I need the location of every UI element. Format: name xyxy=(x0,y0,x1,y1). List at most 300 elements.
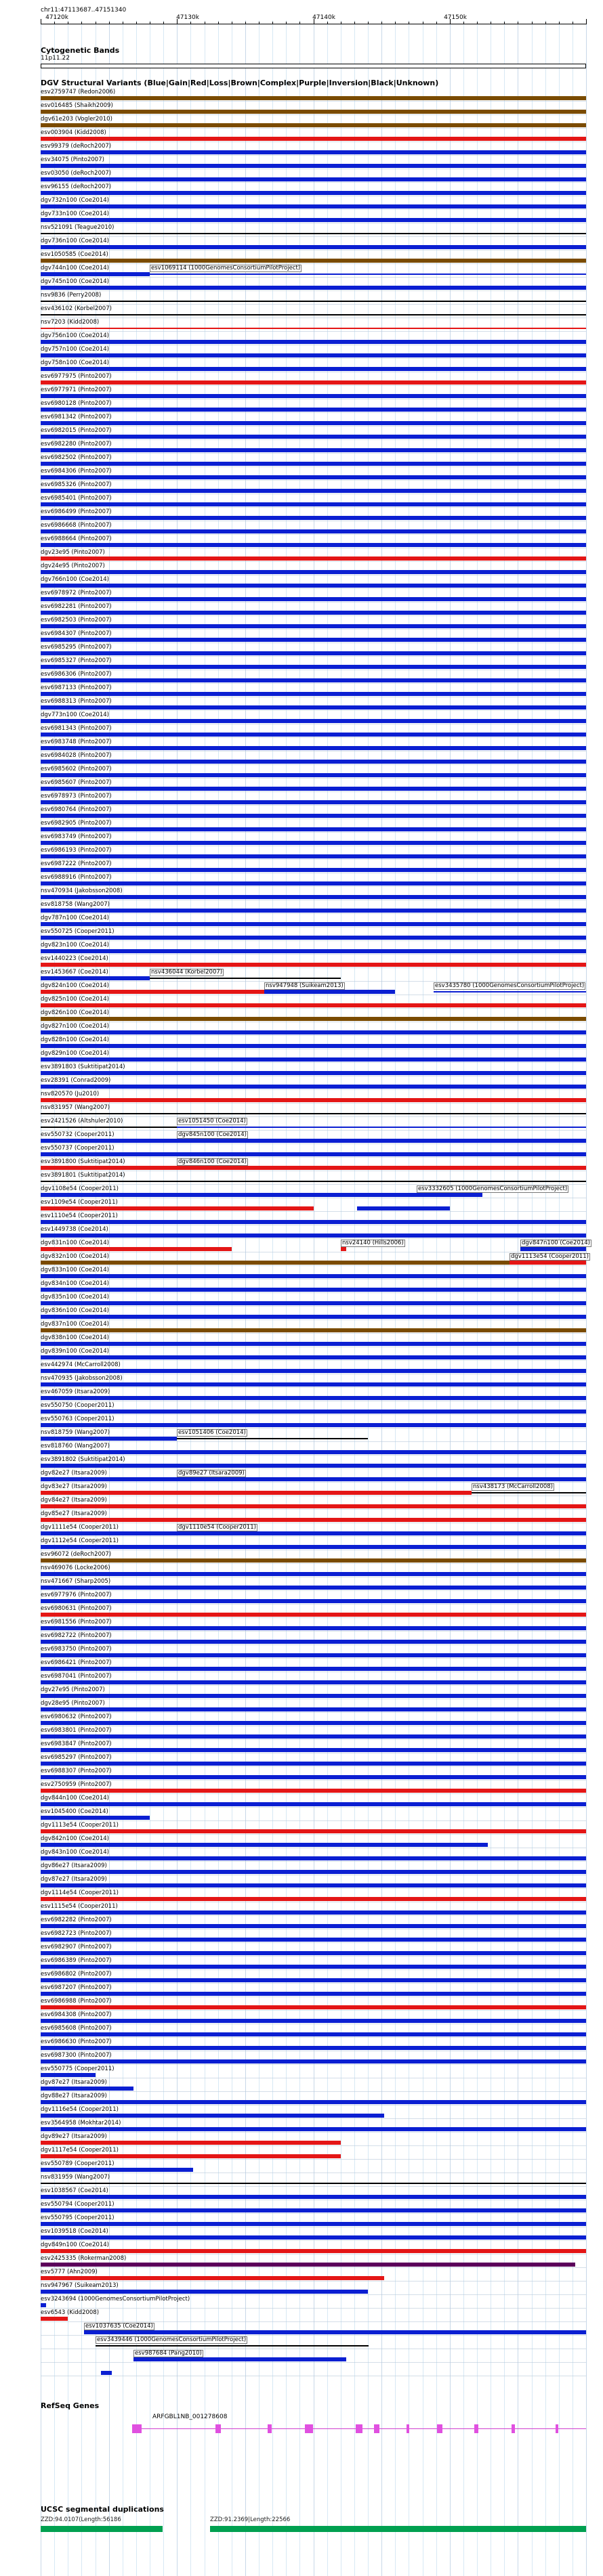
dgv-feature[interactable] xyxy=(41,968,150,982)
dgv-feature[interactable] xyxy=(41,2078,133,2092)
dgv-feature-bar[interactable] xyxy=(41,1044,586,1048)
dgv-feature[interactable] xyxy=(41,1388,586,1401)
dgv-feature[interactable] xyxy=(41,1550,586,1564)
dgv-feature-bar[interactable] xyxy=(41,516,586,520)
segdup-track[interactable] xyxy=(41,2515,586,2549)
dgv-feature-label[interactable]: esv6983748 (Pinto2007) xyxy=(41,739,112,745)
dgv-feature-bar[interactable] xyxy=(41,137,586,141)
dgv-feature-label[interactable]: dgv23e95 (Pinto2007) xyxy=(41,549,105,556)
dgv-feature-label[interactable]: esv6987041 (Pinto2007) xyxy=(41,1673,112,1680)
dgv-feature-bar[interactable] xyxy=(41,1843,488,1847)
dgv-feature-bar[interactable] xyxy=(41,2183,586,2184)
dgv-feature-label[interactable]: esv6983750 (Pinto2007) xyxy=(41,1646,112,1653)
dgv-feature[interactable] xyxy=(177,1117,586,1131)
dgv-feature-bar[interactable] xyxy=(41,2059,586,2064)
dgv-feature[interactable] xyxy=(41,724,586,738)
dgv-feature-bar[interactable] xyxy=(41,543,586,547)
dgv-feature-label[interactable]: dgv1110e54 (Cooper2011) xyxy=(178,1524,256,1531)
dgv-feature[interactable] xyxy=(41,792,586,806)
dgv-feature[interactable] xyxy=(101,2363,112,2376)
dgv-feature-label[interactable]: esv6987207 (Pinto2007) xyxy=(41,1984,112,1991)
dgv-feature-label[interactable]: esv016485 (Shaikh2009) xyxy=(41,102,113,109)
dgv-feature[interactable] xyxy=(41,1442,586,1456)
dgv-feature[interactable] xyxy=(41,1158,177,1171)
dgv-feature-label[interactable]: esv6988307 (Pinto2007) xyxy=(41,1768,112,1774)
dgv-feature-bar[interactable] xyxy=(41,665,586,669)
dgv-feature-label[interactable]: esv6981342 (Pinto2007) xyxy=(41,414,112,420)
segdup-right-bar[interactable] xyxy=(210,2526,586,2532)
dgv-feature-bar[interactable] xyxy=(41,1613,586,1617)
dgv-feature-label[interactable]: nsv831957 (Wang2007) xyxy=(41,1104,110,1111)
dgv-feature-label[interactable]: esv6978973 (Pinto2007) xyxy=(41,793,112,800)
dgv-feature-label[interactable]: nsv471667 (Sharp2005) xyxy=(41,1578,111,1585)
dgv-feature-bar[interactable] xyxy=(41,2141,341,2145)
dgv-feature-bar[interactable] xyxy=(41,1748,586,1752)
dgv-feature-label[interactable]: dgv745n100 (Coe2014) xyxy=(41,278,109,285)
dgv-feature[interactable] xyxy=(41,1835,488,1848)
dgv-feature-label[interactable]: dgv85e27 (Itsara2009) xyxy=(41,1510,107,1517)
dgv-feature[interactable] xyxy=(41,833,586,846)
dgv-feature-label[interactable]: esv6985297 (Pinto2007) xyxy=(41,1754,112,1761)
dgv-feature-bar[interactable] xyxy=(41,1234,586,1238)
dgv-feature[interactable] xyxy=(41,1672,586,1686)
dgv-feature-label[interactable]: esv6986499 (Pinto2007) xyxy=(41,508,112,515)
dgv-feature-bar[interactable] xyxy=(150,274,586,275)
dgv-feature-label[interactable]: esv6985607 (Pinto2007) xyxy=(41,779,112,786)
refseq-exon[interactable] xyxy=(132,2424,142,2433)
dgv-feature-label[interactable]: esv1449738 (Coe2014) xyxy=(41,1226,108,1233)
dgv-feature-label[interactable]: esv3891801 (Suktitipat2014) xyxy=(41,1172,125,1179)
dgv-feature-bar[interactable] xyxy=(41,1030,586,1034)
dgv-feature[interactable] xyxy=(41,535,586,548)
dgv-feature[interactable] xyxy=(41,1957,586,1970)
dgv-feature-bar[interactable] xyxy=(41,1734,586,1739)
dgv-feature-label[interactable]: esv6977975 (Pinto2007) xyxy=(41,373,112,380)
dgv-feature-bar[interactable] xyxy=(41,1355,586,1359)
dgv-feature[interactable] xyxy=(41,115,586,129)
dgv-feature-label[interactable]: esv5777 (Ahn2009) xyxy=(41,2269,98,2275)
dgv-feature[interactable] xyxy=(41,183,586,196)
dgv-feature-bar[interactable] xyxy=(41,1707,586,1711)
dgv-feature-label[interactable]: esv6982503 (Pinto2007) xyxy=(41,617,112,624)
dgv-feature-bar[interactable] xyxy=(41,868,586,872)
dgv-feature-bar[interactable] xyxy=(41,746,586,750)
dgv-feature-bar[interactable] xyxy=(41,286,586,290)
dgv-feature[interactable] xyxy=(41,372,586,386)
dgv-feature-label[interactable]: esv550750 (Cooper2011) xyxy=(41,1402,115,1409)
dgv-feature[interactable] xyxy=(41,1875,586,1889)
dgv-feature-label[interactable]: dgv849n100 (Coe2014) xyxy=(41,2242,109,2248)
dgv-feature-bar[interactable] xyxy=(41,1802,586,1806)
dgv-feature-label[interactable]: esv550789 (Cooper2011) xyxy=(41,2160,115,2167)
dgv-feature-label[interactable]: esv6986668 (Pinto2007) xyxy=(41,522,112,529)
dgv-feature-label[interactable]: esv6986630 (Pinto2007) xyxy=(41,2038,112,2045)
dgv-feature-bar[interactable] xyxy=(264,990,395,994)
dgv-feature-label[interactable]: dgv733n100 (Coe2014) xyxy=(41,211,109,217)
dgv-feature-bar[interactable] xyxy=(150,978,341,979)
dgv-feature-label[interactable]: dgv83e27 (Itsara2009) xyxy=(41,1483,107,1490)
dgv-feature-label[interactable]: dgv842n100 (Coe2014) xyxy=(41,1835,109,1842)
dgv-feature-bar[interactable] xyxy=(41,1247,232,1251)
dgv-feature[interactable] xyxy=(41,751,586,765)
dgv-feature[interactable] xyxy=(41,318,586,332)
dgv-feature-label[interactable]: dgv28e95 (Pinto2007) xyxy=(41,1700,105,1707)
dgv-feature-label[interactable]: esv6987222 (Pinto2007) xyxy=(41,860,112,867)
dgv-feature-bar[interactable] xyxy=(41,1856,586,1860)
dgv-feature[interactable] xyxy=(41,345,586,359)
dgv-feature-label[interactable]: esv3332605 (1000GenomesConsortiumPilotProject) xyxy=(418,1185,568,1192)
dgv-feature[interactable] xyxy=(264,982,395,995)
dgv-feature-bar[interactable] xyxy=(41,123,586,127)
dgv-feature[interactable] xyxy=(520,1239,590,1252)
dgv-feature[interactable] xyxy=(41,2133,341,2146)
dgv-feature[interactable] xyxy=(41,1997,586,2011)
dgv-feature-label[interactable]: esv6980764 (Pinto2007) xyxy=(41,806,112,813)
refseq-exon[interactable] xyxy=(474,2424,478,2433)
dgv-feature-bar[interactable] xyxy=(41,328,586,329)
dgv-feature-label[interactable]: esv6983847 (Pinto2007) xyxy=(41,1741,112,1747)
dgv-feature-bar[interactable] xyxy=(41,1789,586,1793)
dgv-feature[interactable] xyxy=(41,548,586,562)
dgv-feature[interactable] xyxy=(41,1104,586,1117)
dgv-feature-bar[interactable] xyxy=(41,881,586,886)
dgv-feature-bar[interactable] xyxy=(96,2345,369,2346)
dgv-feature-bar[interactable] xyxy=(41,1085,586,1089)
dgv-feature-bar[interactable] xyxy=(41,611,586,615)
dgv-feature-label[interactable]: esv3891800 (Suktitipat2014) xyxy=(41,1158,125,1165)
dgv-feature-label[interactable]: esv6977976 (Pinto2007) xyxy=(41,1592,112,1598)
dgv-feature[interactable] xyxy=(41,1293,586,1307)
dgv-feature-label[interactable]: esv6988664 (Pinto2007) xyxy=(41,536,112,542)
dgv-feature[interactable] xyxy=(150,968,341,982)
dgv-feature-label[interactable]: esv6983801 (Pinto2007) xyxy=(41,1727,112,1734)
dgv-feature[interactable] xyxy=(150,264,586,278)
dgv-feature-bar[interactable] xyxy=(41,1924,586,1928)
dgv-feature[interactable] xyxy=(41,1821,586,1835)
dgv-feature-bar[interactable] xyxy=(41,1558,586,1563)
dgv-feature-bar[interactable] xyxy=(41,1220,586,1224)
dgv-feature-bar[interactable] xyxy=(41,2263,575,2267)
dgv-feature[interactable] xyxy=(41,1185,417,1198)
refseq-exon[interactable] xyxy=(305,2424,313,2433)
refseq-exon[interactable] xyxy=(512,2424,515,2433)
dgv-feature-bar[interactable] xyxy=(41,1464,586,1468)
dgv-feature-bar[interactable] xyxy=(150,2330,586,2334)
dgv-feature[interactable] xyxy=(41,2051,586,2065)
dgv-feature-label[interactable]: esv6985327 (Pinto2007) xyxy=(41,657,112,664)
dgv-feature[interactable] xyxy=(41,982,264,995)
dgv-feature[interactable] xyxy=(41,2282,368,2295)
dgv-feature[interactable] xyxy=(41,2295,190,2309)
dgv-feature-bar[interactable] xyxy=(84,2330,150,2334)
dgv-feature-bar[interactable] xyxy=(41,638,586,642)
dgv-feature-label[interactable]: esv550775 (Cooper2011) xyxy=(41,2066,115,2072)
dgv-feature-bar[interactable] xyxy=(41,421,586,425)
dgv-feature-bar[interactable] xyxy=(41,773,586,777)
dgv-feature-bar[interactable] xyxy=(41,760,586,764)
dgv-feature[interactable] xyxy=(41,1117,177,1131)
dgv-feature-label[interactable]: esv6985608 (Pinto2007) xyxy=(41,2025,112,2032)
dgv-feature[interactable] xyxy=(472,1483,586,1496)
dgv-feature-bar[interactable] xyxy=(41,2303,46,2307)
dgv-feature-label[interactable]: dgv82e27 (Itsara2009) xyxy=(41,1470,107,1477)
dgv-feature[interactable] xyxy=(41,1713,586,1726)
cyto-band[interactable] xyxy=(41,64,586,68)
dgv-feature-label[interactable]: esv6988313 (Pinto2007) xyxy=(41,698,112,705)
dgv-feature-bar[interactable] xyxy=(41,827,586,831)
dgv-feature-bar[interactable] xyxy=(41,1491,472,1495)
dgv-feature-label[interactable]: esv550763 (Cooper2011) xyxy=(41,1416,115,1422)
dgv-feature-label[interactable]: dgv1113e54 (Cooper2011) xyxy=(41,1822,119,1829)
dgv-feature[interactable] xyxy=(41,1632,586,1645)
dgv-feature-bar[interactable] xyxy=(41,462,586,466)
dgv-feature-bar[interactable] xyxy=(41,1518,586,1522)
dgv-feature-bar[interactable] xyxy=(41,895,586,899)
dgv-feature-bar[interactable] xyxy=(41,1951,586,1955)
refseq-exon[interactable] xyxy=(407,2424,409,2433)
dgv-feature[interactable] xyxy=(41,995,586,1009)
dgv-feature-label[interactable]: dgv88e27 (Itsara2009) xyxy=(41,2093,107,2099)
dgv-feature[interactable] xyxy=(84,2322,153,2336)
dgv-feature-bar[interactable] xyxy=(41,1992,586,1996)
dgv-feature[interactable] xyxy=(41,1198,314,1212)
refseq-exon[interactable] xyxy=(374,2424,379,2433)
dgv-feature[interactable] xyxy=(41,1334,586,1347)
dgv-feature[interactable] xyxy=(41,1848,586,1862)
refseq-exon[interactable] xyxy=(556,2424,558,2433)
dgv-feature-label[interactable]: esv6987300 (Pinto2007) xyxy=(41,2052,112,2059)
dgv-feature-label[interactable]: esv3564958 (Mokhtar2014) xyxy=(41,2120,121,2126)
dgv-feature-label[interactable]: dgv844n100 (Coe2014) xyxy=(41,1795,109,1802)
dgv-feature[interactable] xyxy=(177,1469,586,1483)
dgv-feature[interactable] xyxy=(41,2309,100,2322)
dgv-feature-bar[interactable] xyxy=(41,1315,586,1319)
dgv-feature[interactable] xyxy=(41,1428,177,1442)
dgv-feature-label[interactable]: dgv1113e54 (Cooper2011) xyxy=(511,1253,589,1260)
dgv-feature-label[interactable]: dgv838n100 (Coe2014) xyxy=(41,1334,109,1341)
dgv-feature-bar[interactable] xyxy=(41,340,586,344)
dgv-feature-bar[interactable] xyxy=(41,1396,586,1400)
dgv-feature-bar[interactable] xyxy=(41,529,586,533)
dgv-feature-label[interactable]: esv2759747 (Redon2006) xyxy=(41,89,116,95)
dgv-feature[interactable] xyxy=(41,779,586,792)
dgv-feature-label[interactable]: esv1039518 (Coe2014) xyxy=(41,2228,108,2235)
dgv-feature[interactable] xyxy=(41,1280,586,1293)
dgv-feature-label[interactable]: esv550725 (Cooper2011) xyxy=(41,928,115,935)
dgv-feature-label[interactable]: dgv744n100 (Coe2014) xyxy=(41,265,109,271)
dgv-feature-bar[interactable] xyxy=(41,2087,133,2091)
dgv-feature[interactable] xyxy=(41,521,586,535)
dgv-feature-label[interactable]: esv3439446 (1000GenomesConsortiumPilotProject) xyxy=(97,2336,247,2343)
dgv-feature-bar[interactable] xyxy=(41,2317,68,2321)
dgv-feature[interactable] xyxy=(41,1456,586,1469)
dgv-feature[interactable] xyxy=(41,1889,586,1902)
dgv-feature-bar[interactable] xyxy=(41,164,586,168)
dgv-feature-label[interactable]: nsv818759 (Wang2007) xyxy=(41,1429,110,1436)
dgv-feature-label[interactable]: esv6981343 (Pinto2007) xyxy=(41,725,112,732)
dgv-feature[interactable] xyxy=(41,1929,586,1943)
dgv-feature-bar[interactable] xyxy=(41,1139,177,1143)
dgv-feature-label[interactable]: esv03050 (deRoch2007) xyxy=(41,170,112,177)
dgv-feature-bar[interactable] xyxy=(41,1437,177,1441)
dgv-feature[interactable] xyxy=(41,1144,586,1158)
dgv-feature-label[interactable]: esv1110e54 (Cooper2011) xyxy=(41,1213,118,1219)
dgv-feature[interactable] xyxy=(41,1902,586,1916)
dgv-feature-bar[interactable] xyxy=(41,1829,586,1833)
dgv-feature-bar[interactable] xyxy=(41,1680,586,1684)
dgv-feature-label[interactable]: nsv469076 (Locke2006) xyxy=(41,1565,110,1571)
dgv-feature-label[interactable]: dgv835n100 (Coe2014) xyxy=(41,1294,109,1301)
dgv-feature-bar[interactable] xyxy=(41,949,586,953)
dgv-feature-bar[interactable] xyxy=(41,502,586,506)
dgv-feature-bar[interactable] xyxy=(41,367,586,371)
dgv-feature[interactable] xyxy=(41,887,586,900)
dgv-feature[interactable] xyxy=(41,616,586,630)
dgv-feature[interactable] xyxy=(41,142,586,156)
dgv-feature-label[interactable]: esv550732 (Cooper2011) xyxy=(41,1131,115,1138)
dgv-feature-label[interactable]: dgv843n100 (Coe2014) xyxy=(41,1849,109,1856)
dgv-feature-bar[interactable] xyxy=(41,1288,586,1292)
dgv-feature-bar[interactable] xyxy=(41,909,586,913)
dgv-feature-bar[interactable] xyxy=(41,1883,586,1887)
dgv-feature-label[interactable]: dgv831n100 (Coe2014) xyxy=(41,1240,109,1246)
dgv-feature-bar[interactable] xyxy=(41,1586,586,1590)
dgv-feature-label[interactable]: esv3891802 (Suktitipat2014) xyxy=(41,1456,125,1463)
dgv-feature[interactable] xyxy=(177,1131,586,1144)
dgv-feature-bar[interactable] xyxy=(41,394,586,398)
dgv-feature-bar[interactable] xyxy=(41,475,586,479)
dgv-feature[interactable] xyxy=(41,427,586,440)
dgv-feature-bar[interactable] xyxy=(41,678,586,682)
dgv-feature-bar[interactable] xyxy=(41,1113,586,1114)
dgv-feature[interactable] xyxy=(41,955,586,968)
dgv-feature-bar[interactable] xyxy=(41,570,586,574)
dgv-feature-bar[interactable] xyxy=(41,1410,586,1414)
dgv-feature-bar[interactable] xyxy=(177,1531,586,1535)
dgv-feature-bar[interactable] xyxy=(41,1127,177,1128)
dgv-feature-label[interactable]: esv1050585 (Coe2014) xyxy=(41,251,108,258)
dgv-feature[interactable] xyxy=(417,1185,568,1198)
dgv-feature-bar[interactable] xyxy=(41,245,586,249)
dgv-feature-bar[interactable] xyxy=(41,2073,96,2077)
dgv-feature-label[interactable]: esv6982281 (Pinto2007) xyxy=(41,603,112,610)
dgv-feature[interactable] xyxy=(41,1984,586,1997)
dgv-feature-label[interactable]: esv1115e54 (Cooper2011) xyxy=(41,1903,118,1910)
dgv-feature[interactable] xyxy=(41,1604,586,1618)
dgv-feature[interactable] xyxy=(41,440,586,454)
dgv-feature[interactable] xyxy=(41,129,586,142)
dgv-feature[interactable] xyxy=(41,196,586,210)
dgv-feature[interactable] xyxy=(41,359,586,372)
dgv-feature[interactable] xyxy=(41,1225,586,1239)
dgv-feature[interactable] xyxy=(41,1036,586,1049)
dgv-feature[interactable] xyxy=(41,399,586,413)
dgv-feature-label[interactable]: esv96155 (deRoch2007) xyxy=(41,183,112,190)
dgv-feature[interactable] xyxy=(41,508,586,521)
dgv-feature-bar[interactable] xyxy=(520,1247,586,1251)
dgv-feature-label[interactable]: esv3435780 (1000GenomesConsortiumPilotProject) xyxy=(435,982,585,989)
dgv-feature[interactable] xyxy=(41,711,586,724)
dgv-feature[interactable] xyxy=(41,467,586,481)
dgv-feature-label[interactable]: esv6983749 (Pinto2007) xyxy=(41,833,112,840)
dgv-feature-bar[interactable] xyxy=(41,1003,586,1007)
dgv-feature-label[interactable]: dgv61e203 (Vogler2010) xyxy=(41,116,112,123)
dgv-feature[interactable] xyxy=(41,2146,341,2160)
dgv-feature-bar[interactable] xyxy=(41,1206,314,1210)
dgv-feature-label[interactable]: dgv773n100 (Coe2014) xyxy=(41,712,109,718)
dgv-feature[interactable] xyxy=(41,1726,586,1740)
dgv-feature[interactable] xyxy=(41,670,586,684)
dgv-feature[interactable] xyxy=(434,982,586,995)
dgv-feature[interactable] xyxy=(41,603,586,616)
dgv-feature-bar[interactable] xyxy=(41,233,586,234)
dgv-feature-bar[interactable] xyxy=(177,1477,586,1481)
dgv-feature[interactable] xyxy=(41,657,586,670)
dgv-feature-bar[interactable] xyxy=(41,1572,586,1576)
dgv-feature-bar[interactable] xyxy=(41,1816,150,1820)
dgv-feature-bar[interactable] xyxy=(41,1911,586,1915)
dgv-feature-label[interactable]: esv6984307 (Pinto2007) xyxy=(41,630,112,637)
dgv-feature-bar[interactable] xyxy=(41,301,586,302)
dgv-feature-bar[interactable] xyxy=(41,733,586,737)
dgv-feature-label[interactable]: esv6986193 (Pinto2007) xyxy=(41,847,112,854)
dgv-feature[interactable] xyxy=(41,1753,586,1767)
dgv-feature[interactable] xyxy=(41,1212,586,1225)
dgv-feature[interactable] xyxy=(41,305,586,318)
dgv-feature-label[interactable]: esv1051406 (Coe2014) xyxy=(178,1429,246,1436)
dgv-feature-bar[interactable] xyxy=(41,651,586,655)
dgv-feature[interactable] xyxy=(41,819,586,833)
dgv-feature-bar[interactable] xyxy=(41,489,586,493)
dgv-feature-bar[interactable] xyxy=(41,110,586,114)
dgv-feature[interactable] xyxy=(41,1781,586,1794)
dgv-feature-bar[interactable] xyxy=(41,2168,193,2172)
dgv-feature-label[interactable]: esv987684 (Pang2010) xyxy=(135,2350,202,2357)
dgv-feature-label[interactable]: dgv837n100 (Coe2014) xyxy=(41,1321,109,1328)
dgv-feature-label[interactable]: esv6982015 (Pinto2007) xyxy=(41,427,112,434)
dgv-feature-label[interactable]: dgv756n100 (Coe2014) xyxy=(41,332,109,339)
dgv-feature-bar[interactable] xyxy=(41,976,150,980)
dgv-feature-label[interactable]: esv6985326 (Pinto2007) xyxy=(41,481,112,488)
dgv-feature-bar[interactable] xyxy=(41,787,586,791)
dgv-feature[interactable] xyxy=(41,1347,586,1361)
dgv-feature-bar[interactable] xyxy=(41,1762,586,1766)
dgv-feature-bar[interactable] xyxy=(41,2032,586,2036)
dgv-feature[interactable] xyxy=(41,1618,586,1632)
dgv-feature-bar[interactable] xyxy=(41,854,586,858)
dgv-feature-bar[interactable] xyxy=(101,2371,112,2375)
dgv-feature-bar[interactable] xyxy=(41,435,586,439)
dgv-feature[interactable] xyxy=(41,1307,586,1320)
dgv-feature-bar[interactable] xyxy=(41,150,586,154)
dgv-feature-label[interactable]: dgv833n100 (Coe2014) xyxy=(41,1267,109,1273)
refseq-gene-label[interactable]: ARFGBL1NB_001278608 xyxy=(152,2414,228,2420)
dgv-feature[interactable] xyxy=(41,941,586,955)
dgv-feature[interactable] xyxy=(41,1022,586,1036)
dgv-feature-bar[interactable] xyxy=(41,2005,586,2009)
dgv-feature-label[interactable]: esv6980128 (Pinto2007) xyxy=(41,400,112,407)
refseq-exon[interactable] xyxy=(437,2424,442,2433)
dgv-feature[interactable] xyxy=(41,900,586,914)
dgv-feature[interactable] xyxy=(96,2336,369,2349)
dgv-feature[interactable] xyxy=(41,562,586,575)
dgv-feature-label[interactable]: nsv947948 (Suikeam2013) xyxy=(266,982,344,989)
dgv-feature-bar[interactable] xyxy=(41,2235,586,2240)
dgv-feature-label[interactable]: esv6982282 (Pinto2007) xyxy=(41,1917,112,1923)
dgv-feature-label[interactable]: nsv436044 (Korbel2007) xyxy=(151,969,223,976)
dgv-feature-bar[interactable] xyxy=(41,1166,177,1170)
dgv-feature-label[interactable]: nsv24140 (Hills2006) xyxy=(342,1240,404,1246)
